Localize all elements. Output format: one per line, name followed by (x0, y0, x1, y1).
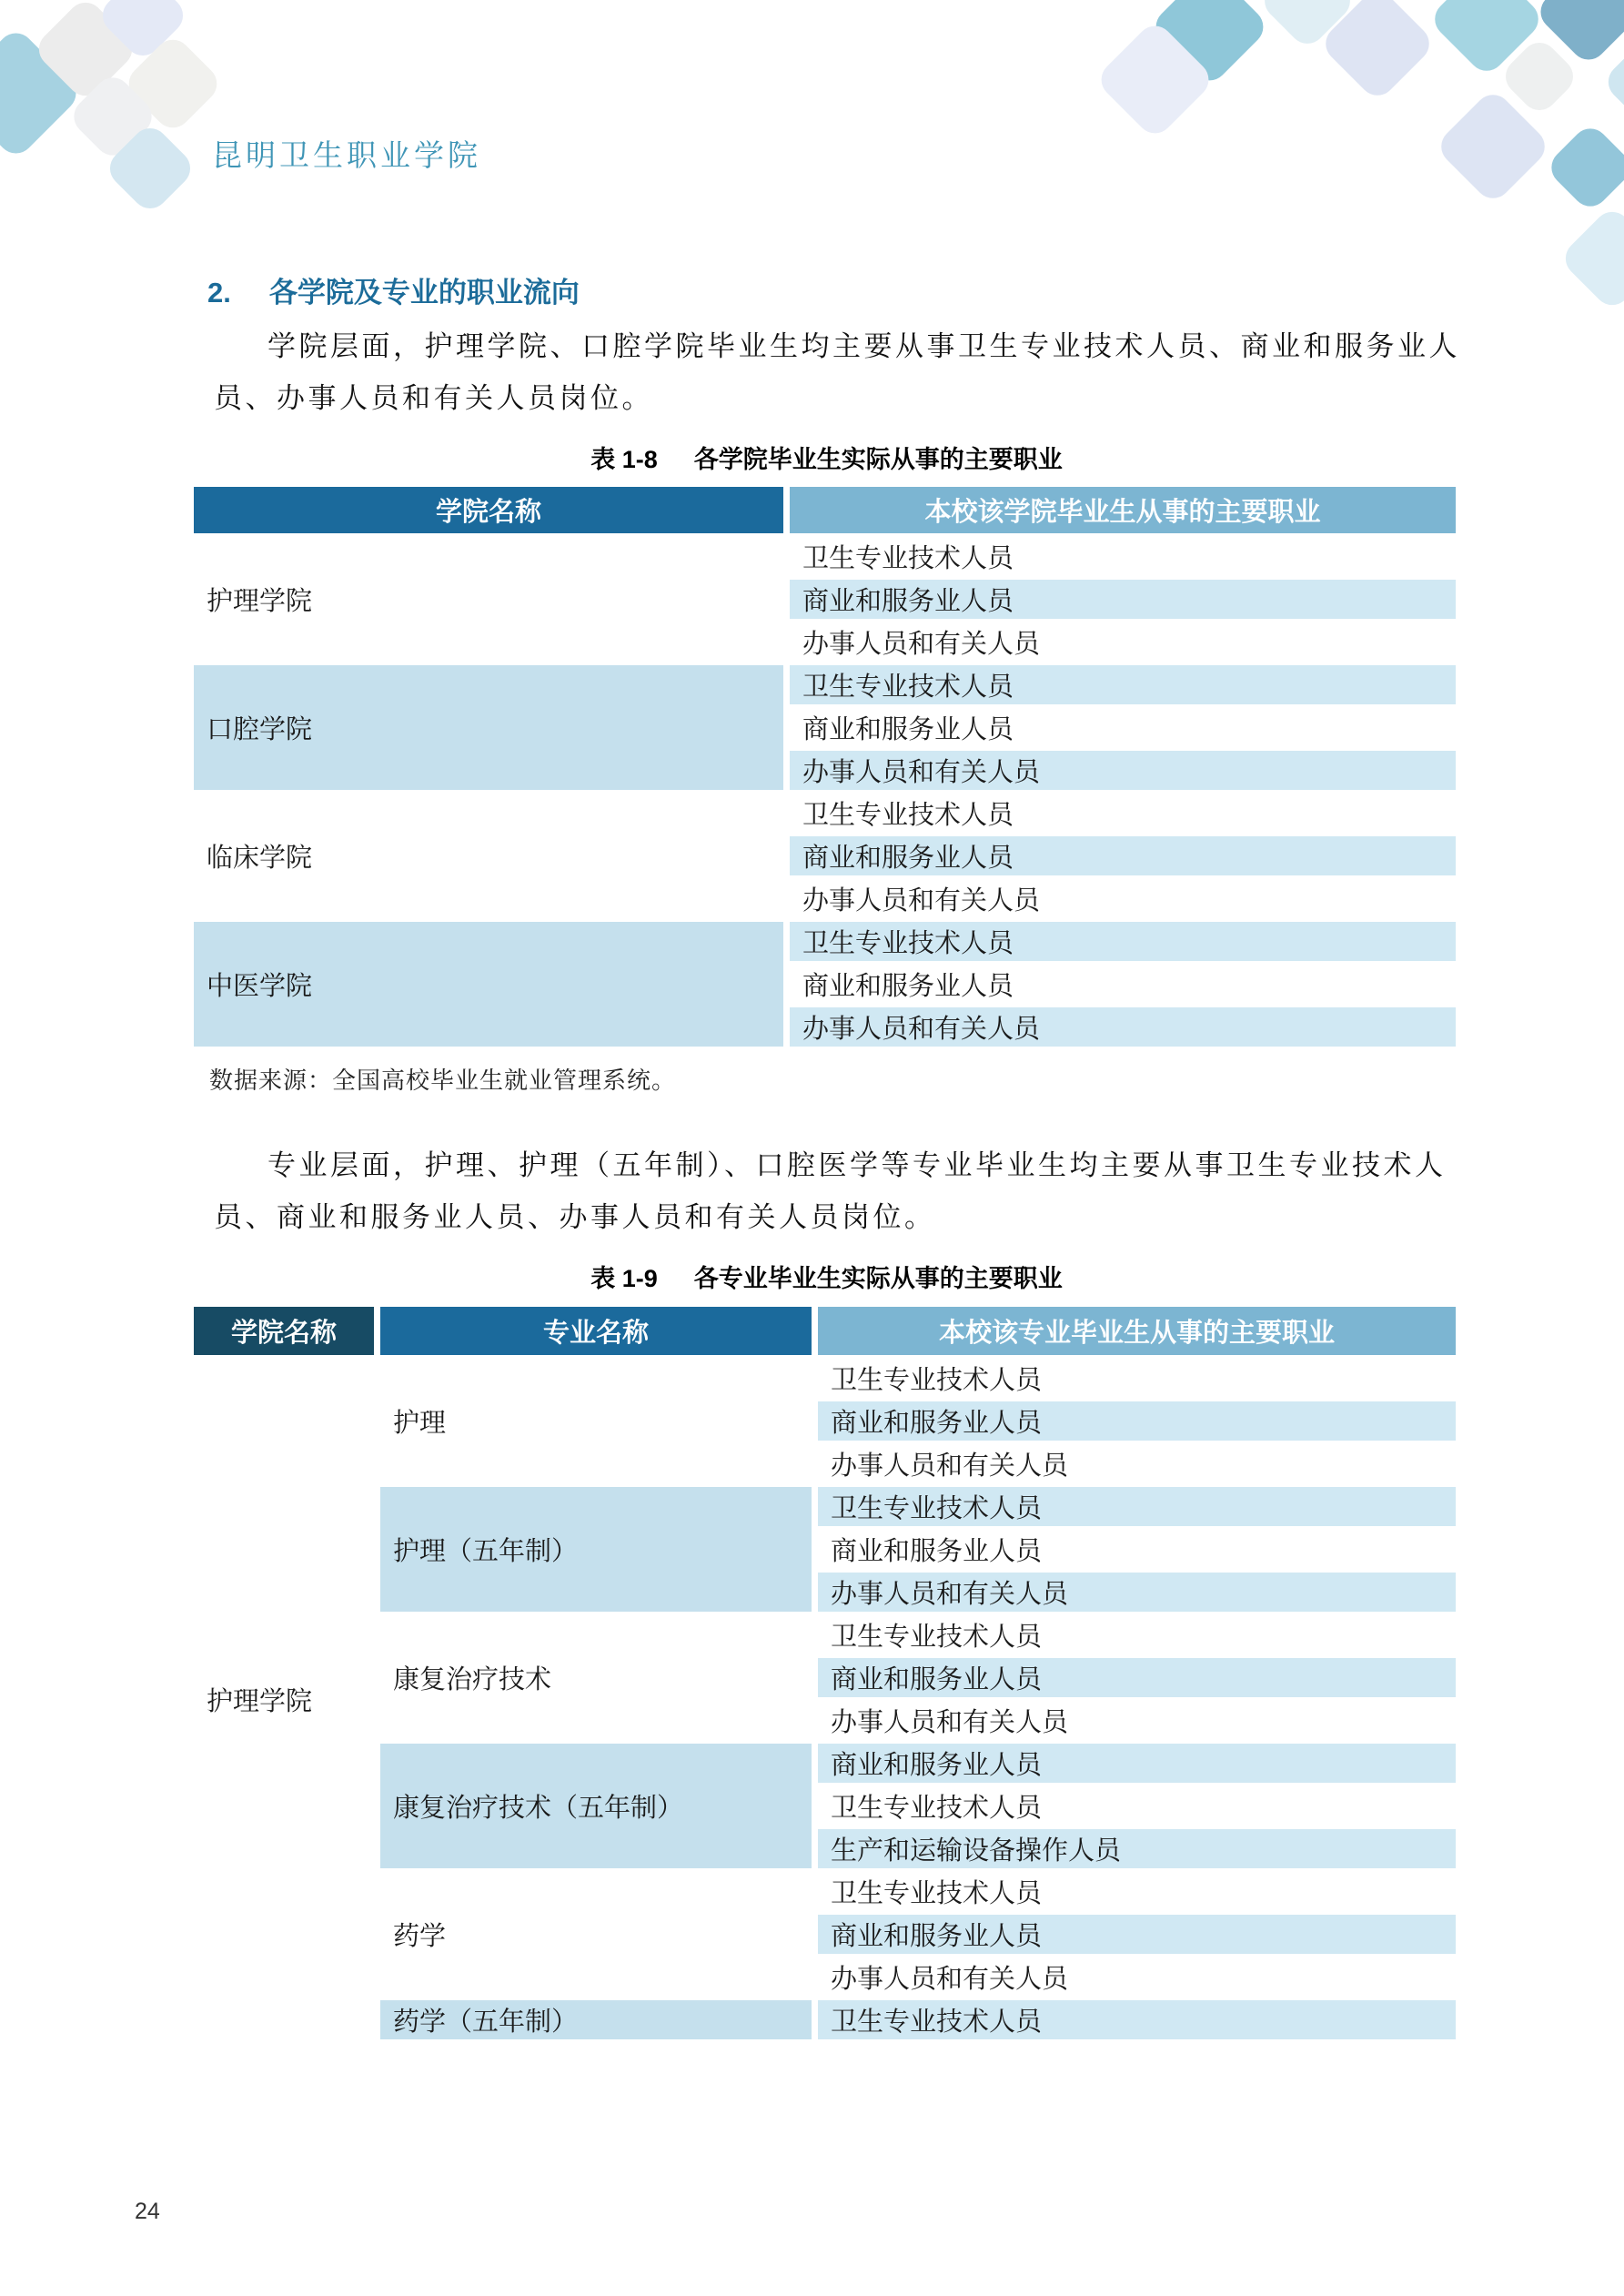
occupation-cell: 办事人员和有关人员 (790, 751, 1456, 790)
table-row (194, 2000, 1456, 2039)
column-header-occupation: 本校该学院毕业生从事的主要职业 (790, 487, 1456, 533)
major-cell: 护理（五年制） (380, 1487, 812, 1612)
occupation-cell: 办事人员和有关人员 (818, 1957, 1456, 1997)
table-caption-label: 表 1-8 (590, 446, 658, 473)
column-header-college: 学院名称 (194, 487, 783, 533)
college-cell: 护理学院 (194, 1359, 374, 2039)
table-row (194, 1359, 1456, 1398)
table-caption (189, 1259, 1464, 1294)
occupation-cell: 办事人员和有关人员 (790, 622, 1456, 662)
table-caption-label: 表 1-9 (590, 1265, 658, 1292)
occupation-cell: 卫生专业技术人员 (790, 665, 1456, 704)
occupation-cell: 商业和服务业人员 (790, 965, 1456, 1004)
table-row (194, 537, 1456, 576)
major-cell: 药学 (380, 1872, 812, 1997)
major-cell: 康复治疗技术 (380, 1615, 812, 1740)
college-cell: 护理学院 (194, 537, 783, 662)
major-cell: 药学（五年制） (380, 2000, 812, 2039)
occupation-cell: 卫生专业技术人员 (818, 1872, 1456, 1911)
occupation-cell: 卫生专业技术人员 (818, 2000, 1456, 2039)
table-caption (189, 440, 1464, 475)
decor-tile (1558, 205, 1624, 313)
paragraph-line: 员、商业和服务业人员、办事人员和有关人员岗位。 (214, 1201, 936, 1233)
college-cell: 口腔学院 (194, 665, 783, 790)
college-cell: 中医学院 (194, 922, 783, 1047)
decor-tile (1601, 44, 1624, 121)
table-header-row (194, 1307, 1456, 1355)
occupation-cell: 办事人员和有关人员 (818, 1701, 1456, 1740)
table-row (194, 1744, 1456, 1783)
table-caption-title: 各专业毕业生实际从事的主要职业 (693, 1265, 1063, 1292)
college-cell: 临床学院 (194, 794, 783, 918)
table-major-occupations (187, 1303, 1462, 2043)
section-number: 2. (207, 277, 231, 308)
page-number: 24 (135, 2199, 160, 2224)
column-header-occupation: 本校该专业毕业生从事的主要职业 (818, 1307, 1456, 1355)
paragraph (214, 1139, 1460, 1243)
page-header-title: 昆明卫生职业学院 (212, 140, 481, 173)
table-row (194, 1872, 1456, 1911)
paragraph-line: 专业层面，护理、护理（五年制）、口腔医学等专业毕业生均主要从事卫生专业技术人 (267, 1149, 1447, 1181)
occupation-cell: 商业和服务业人员 (818, 1915, 1456, 1954)
paragraph (214, 320, 1460, 424)
column-header-college: 学院名称 (194, 1307, 374, 1355)
paragraph-line: 员、办事人员和有关人员岗位。 (214, 382, 653, 414)
occupation-cell: 卫生专业技术人员 (818, 1359, 1456, 1398)
occupation-cell: 商业和服务业人员 (818, 1530, 1456, 1569)
section-title: 各学院及专业的职业流向 (268, 277, 580, 308)
occupation-cell: 卫生专业技术人员 (818, 1786, 1456, 1826)
column-header-major: 专业名称 (380, 1307, 812, 1355)
occupation-cell: 商业和服务业人员 (790, 708, 1456, 747)
occupation-cell: 商业和服务业人员 (790, 836, 1456, 875)
table-row (194, 665, 1456, 704)
source-note: 数据来源：全国高校毕业生就业管理系统。 (209, 1067, 677, 1094)
occupation-cell: 卫生专业技术人员 (818, 1615, 1456, 1654)
table-header-row (194, 487, 1456, 533)
occupation-cell: 商业和服务业人员 (818, 1744, 1456, 1783)
occupation-cell: 办事人员和有关人员 (790, 1007, 1456, 1047)
table-row (194, 794, 1456, 833)
occupation-cell: 办事人员和有关人员 (790, 879, 1456, 918)
table-row (194, 922, 1456, 961)
major-cell: 护理 (380, 1359, 812, 1483)
occupation-cell: 办事人员和有关人员 (818, 1444, 1456, 1483)
table-caption-title: 各学院毕业生实际从事的主要职业 (693, 446, 1063, 473)
major-cell: 康复治疗技术（五年制） (380, 1744, 812, 1868)
occupation-cell: 商业和服务业人员 (790, 580, 1456, 619)
occupation-cell: 卫生专业技术人员 (818, 1487, 1456, 1526)
occupation-cell: 卫生专业技术人员 (790, 922, 1456, 961)
occupation-cell: 办事人员和有关人员 (818, 1573, 1456, 1612)
decor-tile (1544, 121, 1624, 214)
occupation-cell: 卫生专业技术人员 (790, 537, 1456, 576)
table-row (194, 1615, 1456, 1654)
occupation-cell: 卫生专业技术人员 (790, 794, 1456, 833)
occupation-cell: 商业和服务业人员 (818, 1401, 1456, 1441)
section-heading (207, 269, 580, 310)
occupation-cell: 商业和服务业人员 (818, 1658, 1456, 1697)
table-row (194, 1487, 1456, 1526)
paragraph-line: 学院层面，护理学院、口腔学院毕业生均主要从事卫生专业技术人员、商业和服务业人 (267, 330, 1460, 362)
occupation-cell: 生产和运输设备操作人员 (818, 1829, 1456, 1868)
table-college-occupations (187, 483, 1462, 1050)
